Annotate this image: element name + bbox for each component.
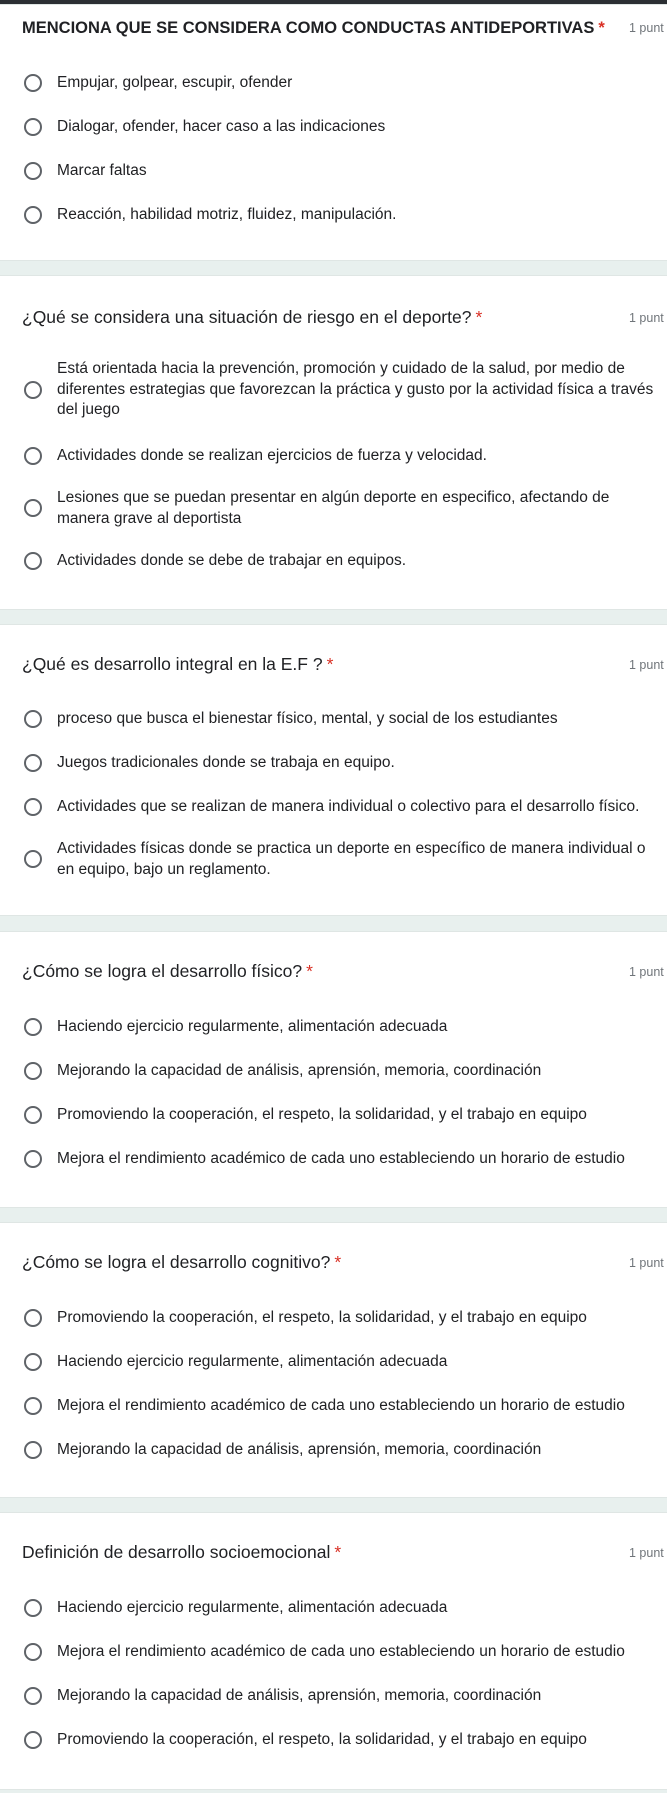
option-label: Promoviendo la cooperación, el respeto, la solidaridad, y el trabajo en equipo	[57, 1731, 587, 1748]
option-label: Juegos tradicionales donde se trabaja en equipo.	[57, 754, 395, 771]
radio-button[interactable]	[24, 850, 42, 868]
radio-button[interactable]	[24, 1150, 42, 1168]
radio-button[interactable]	[24, 1062, 42, 1080]
required-asterisk: *	[306, 961, 313, 981]
option-label: Mejora el rendimiento académico de cada uno estableciendo un horario de estudio	[57, 1150, 625, 1167]
option-label: Mejora el rendimiento académico de cada uno estableciendo un horario de estudio	[57, 1643, 625, 1660]
required-asterisk: *	[475, 307, 483, 327]
question-points: 1 punt	[629, 311, 664, 325]
option-label: Lesiones que se puedan presentar en algún deporte en especifico, afectando de manera grave al deportista	[57, 489, 610, 527]
option-label: Mejorando la capacidad de análisis, aprensión, memoria, coordinación	[57, 1441, 542, 1458]
radio-button[interactable]	[24, 798, 42, 816]
radio-button[interactable]	[24, 710, 42, 728]
option-label: Actividades donde se realizan ejercicios de fuerza y velocidad.	[57, 447, 487, 464]
required-asterisk: *	[326, 654, 334, 674]
option-label: Promoviendo la cooperación, el respeto, la solidaridad, y el trabajo en equipo	[57, 1309, 587, 1326]
question-title-text: ¿Qué se considera una situación de riesgo en el deporte?	[22, 307, 472, 327]
question-title	[22, 653, 333, 675]
option-label: Mejorando la capacidad de análisis, aprensión, memoria, coordinación	[57, 1062, 542, 1079]
radio-button[interactable]	[24, 1687, 42, 1705]
radio-button[interactable]	[24, 1397, 42, 1415]
option-label: Mejora el rendimiento académico de cada uno estableciendo un horario de estudio	[57, 1397, 625, 1414]
option-label: Actividades físicas donde se practica un deporte en específico de manera individual o en equipo, bajo un reglamento.	[57, 840, 646, 878]
question-points: 1 punt	[629, 965, 664, 979]
option-label: Mejorando la capacidad de análisis, aprensión, memoria, coordinación	[57, 1687, 542, 1704]
question-card-3	[0, 624, 667, 916]
question-title-text: ¿Cómo se logra el desarrollo cognitivo?	[22, 1252, 331, 1272]
radio-button[interactable]	[24, 1353, 42, 1371]
option-label: Actividades donde se debe de trabajar en equipos.	[57, 552, 406, 569]
radio-button[interactable]	[24, 1731, 42, 1749]
radio-button[interactable]	[24, 206, 42, 224]
question-card-1	[0, 4, 667, 261]
question-card-4	[0, 931, 667, 1208]
question-title	[22, 960, 313, 982]
radio-button[interactable]	[24, 1018, 42, 1036]
question-title-text: Definición de desarrollo socioemocional	[22, 1542, 331, 1562]
radio-button[interactable]	[24, 1599, 42, 1617]
radio-button[interactable]	[24, 74, 42, 92]
question-title	[22, 1541, 341, 1563]
question-title	[22, 306, 482, 328]
required-asterisk: *	[334, 1252, 342, 1272]
radio-button[interactable]	[24, 499, 42, 517]
question-points: 1 punt	[629, 1256, 664, 1270]
radio-button[interactable]	[24, 754, 42, 772]
option-label: Marcar faltas	[57, 162, 147, 179]
question-title-text: ¿Cómo se logra el desarrollo físico?	[22, 961, 303, 981]
radio-button[interactable]	[24, 381, 42, 399]
option-label: Haciendo ejercicio regularmente, alimentación adecuada	[57, 1018, 448, 1035]
option-label: Promoviendo la cooperación, el respeto, la solidaridad, y el trabajo en equipo	[57, 1106, 587, 1123]
required-asterisk: *	[334, 1542, 342, 1562]
radio-button[interactable]	[24, 1309, 42, 1327]
question-points: 1 punt	[629, 21, 664, 35]
option-label: Actividades que se realizan de manera individual o colectivo para el desarrollo físico.	[57, 798, 640, 815]
question-card-5	[0, 1222, 667, 1498]
question-title	[22, 1251, 341, 1273]
question-points: 1 punt	[629, 658, 664, 672]
radio-button[interactable]	[24, 1643, 42, 1661]
option-label: Haciendo ejercicio regularmente, alimentación adecuada	[57, 1353, 448, 1370]
option-label: Dialogar, ofender, hacer caso a las indicaciones	[57, 118, 386, 135]
radio-button[interactable]	[24, 552, 42, 570]
radio-button[interactable]	[24, 447, 42, 465]
radio-button[interactable]	[24, 118, 42, 136]
question-card-2	[0, 275, 667, 610]
radio-button[interactable]	[24, 162, 42, 180]
question-title-text: ¿Qué es desarrollo integral en la E.F ?	[22, 654, 323, 674]
option-label: Empujar, golpear, escupir, ofender	[57, 74, 293, 91]
radio-button[interactable]	[24, 1106, 42, 1124]
radio-button[interactable]	[24, 1441, 42, 1459]
option-label: Haciendo ejercicio regularmente, alimentación adecuada	[57, 1599, 448, 1616]
required-asterisk: *	[598, 19, 605, 37]
question-title-text: MENCIONA QUE SE CONSIDERA COMO CONDUCTAS ANTIDEPORTIVAS	[22, 19, 595, 37]
option-label: Está orientada hacia la prevención, promoción y cuidado de la salud, por medio de diferentes estrategias que favorezcan la práctica y gusto por la actividad física a través del juego	[57, 360, 654, 418]
option-label: Reacción, habilidad motriz, fluidez, manipulación.	[57, 206, 397, 223]
question-title	[22, 17, 605, 39]
question-card-6	[0, 1512, 667, 1790]
option-label: proceso que busca el bienestar físico, mental, y social de los estudiantes	[57, 710, 558, 727]
question-points: 1 punt	[629, 1546, 664, 1560]
